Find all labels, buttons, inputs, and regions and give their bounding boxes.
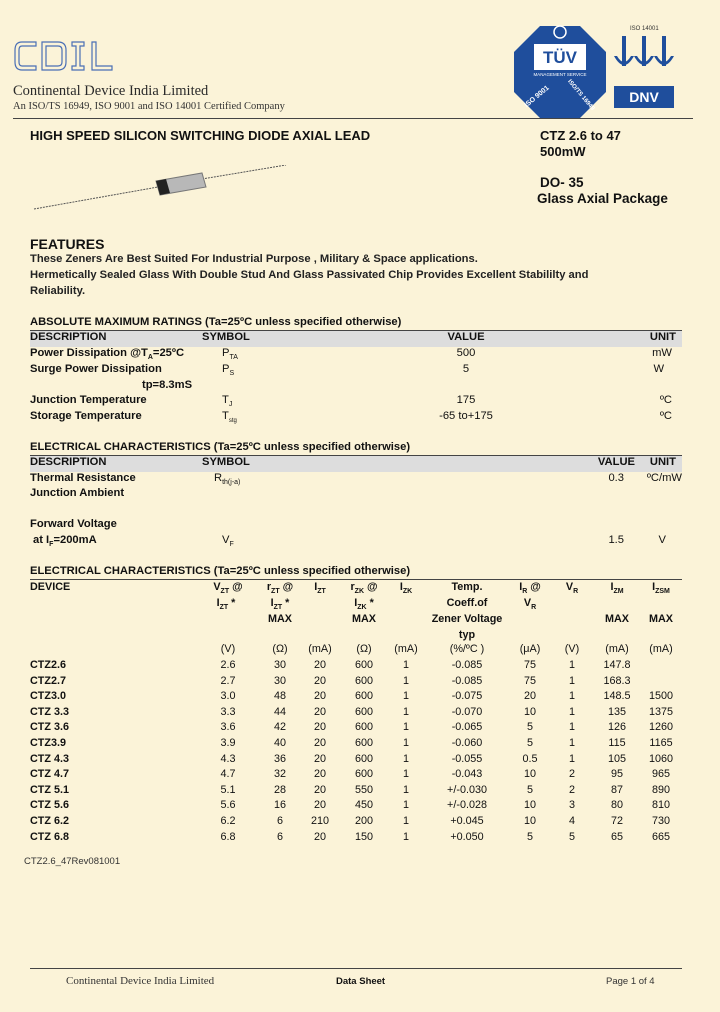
row-value: 5: [462, 363, 470, 375]
table-row: [30, 472, 682, 488]
cdil-logo: [12, 34, 124, 78]
table-cell: 80: [610, 799, 624, 812]
col-izm-max: MAX: [605, 613, 629, 625]
tuv-subtext: MANAGEMENT SERVICE: [533, 72, 587, 77]
table-cell: 1: [402, 674, 410, 687]
table-cell: 1165: [649, 737, 673, 749]
table-cell: +/-0.030: [447, 783, 487, 796]
certification-text: An ISO/TS 16949, ISO 9001 and ISO 14001 Certified Company: [13, 101, 285, 112]
row-unit: ºC/mW: [646, 472, 682, 484]
col-temp: Temp.: [451, 581, 483, 593]
table-cell: 3: [568, 799, 576, 812]
table-cell: 48: [273, 690, 287, 703]
table-cell: 0.5: [522, 752, 538, 765]
col-izsm-max: MAX: [649, 613, 673, 625]
row-unit: W: [653, 363, 664, 375]
table-cell: 665: [651, 830, 671, 843]
table-cell: 30: [273, 674, 287, 687]
table-cell: 20: [313, 752, 327, 765]
col-description: DESCRIPTION: [30, 456, 107, 468]
table-cell: 1: [568, 721, 576, 734]
table-cell: 10: [523, 768, 537, 781]
table-cell: 5: [526, 830, 534, 843]
table-cell: 5: [526, 737, 534, 749]
header-divider: [13, 118, 693, 119]
tuv-text: TÜV: [543, 48, 577, 67]
device-name: CTZ3.0: [30, 690, 66, 703]
device-name: CTZ 6.2: [30, 815, 69, 827]
table-cell: 965: [651, 768, 671, 781]
col-izt: $I_{ZT}$: [314, 581, 326, 596]
table-cell: 20: [313, 674, 327, 687]
table-row: [30, 379, 682, 395]
table-cell: 2.6: [220, 659, 236, 671]
package-type: DO- 35: [540, 175, 584, 190]
table-row: [30, 815, 682, 830]
table-cell: 1375: [648, 705, 674, 718]
table-cell: 1: [402, 830, 410, 843]
table-cell: 1: [568, 737, 576, 749]
table-cell: 44: [273, 705, 287, 718]
table-cell: +0.045: [450, 815, 484, 827]
col-vr: $V_R$: [565, 581, 579, 596]
table-row: [30, 706, 682, 721]
iso14001-text: ISO 14001: [630, 26, 659, 32]
table-cell: 30: [273, 659, 287, 671]
col-rzk: $r_{ZK}$ @: [350, 581, 378, 596]
table-cell: 5: [526, 783, 534, 796]
table-cell: 36: [273, 752, 287, 765]
table-cell: 1500: [648, 690, 674, 703]
col-ir: $I_R$ @: [519, 581, 541, 596]
table-cell: 126: [607, 721, 627, 734]
table-cell: 6.2: [220, 815, 236, 827]
table-cell: 600: [354, 690, 374, 703]
row-unit: V: [658, 534, 666, 546]
table-cell: 20: [313, 705, 327, 718]
elec-char-2-heading: ELECTRICAL CHARACTERISTICS (Ta=25ºC unless specified otherwise): [30, 565, 411, 577]
row-unit: ºC: [659, 410, 672, 422]
table-cell: 75: [523, 659, 537, 671]
col-rzt: $r_{ZT}$ @: [266, 581, 294, 596]
table-cell: -0.065: [451, 721, 483, 734]
table-cell: 1: [402, 737, 410, 749]
table-cell: 450: [354, 799, 374, 812]
table-cell: 105: [607, 752, 627, 765]
table-cell: 730: [651, 815, 671, 827]
table-cell: 150: [354, 830, 374, 843]
table-row: [30, 784, 682, 799]
table-row: [30, 659, 682, 674]
row-description: Forward Voltage: [30, 518, 117, 530]
table-cell: 148.5: [603, 690, 631, 703]
device-name: CTZ 3.6: [30, 721, 69, 734]
table-cell: 1: [568, 674, 576, 687]
table-cell: 1: [402, 768, 410, 781]
row-description: Junction Temperature: [30, 394, 147, 406]
table-cell: 168.3: [603, 674, 631, 687]
table-row: [30, 753, 682, 768]
table-cell: 20: [313, 830, 327, 843]
tuv-certification-logo: [512, 24, 608, 120]
table-cell: -0.043: [451, 768, 483, 781]
col-ir-vr: $V_R$: [523, 597, 537, 612]
table-cell: 1: [568, 690, 576, 703]
table-cell: 600: [354, 721, 374, 734]
elec-char-header-row: [30, 456, 682, 472]
table-cell: 10: [523, 815, 537, 827]
col-vzt: $V_{ZT}$ @: [213, 581, 243, 596]
row-unit: mW: [652, 347, 672, 359]
revision-code: CTZ2.6_47Rev081001: [24, 856, 121, 867]
table-cell: 3.9: [220, 737, 236, 749]
dnv-text: DNV: [629, 89, 659, 105]
col-value: VALUE: [447, 331, 485, 343]
col-unit: UNIT: [649, 456, 676, 468]
table-row: [30, 518, 682, 534]
abs-max-heading: ABSOLUTE MAXIMUM RATINGS (Ta=25ºC unless specified otherwise): [30, 316, 402, 328]
table-cell: 4.3: [220, 752, 236, 765]
isots-text: ISO/TS 16949: [566, 78, 596, 112]
table-cell: 65: [610, 830, 624, 843]
row-value: 500: [456, 347, 476, 359]
row-symbol: $T_J$: [222, 394, 233, 409]
device-name: CTZ 3.3: [30, 705, 69, 718]
table-cell: -0.060: [451, 737, 483, 749]
table-cell: 87: [610, 783, 624, 796]
col-izk: $I_{ZK}$: [399, 581, 413, 596]
table-cell: -0.085: [451, 674, 483, 687]
col-izsm: $I_{ZSM}$: [652, 581, 670, 596]
table-cell: 42: [273, 721, 287, 734]
table-cell: -0.085: [451, 659, 483, 671]
table-cell: 600: [354, 705, 374, 718]
feature-line: Hermetically Sealed Glass With Double Stud And Glass Passivated Chip Provides Excellent Stabililty and: [30, 269, 589, 281]
table-cell: +/-0.028: [447, 799, 487, 812]
unit-label: (mA): [394, 643, 418, 655]
table-cell: 10: [523, 799, 537, 812]
table-cell: 40: [273, 737, 287, 749]
table-row: [30, 721, 682, 736]
footer-sheet-label: Data Sheet: [336, 976, 386, 987]
table-cell: 1: [402, 783, 410, 796]
device-name: CTZ 4.7: [30, 768, 69, 781]
table-row: [30, 690, 682, 705]
table-cell: 16: [273, 799, 287, 812]
table-cell: 135: [607, 705, 627, 718]
table-cell: 20: [523, 690, 537, 703]
table-cell: 1: [402, 705, 410, 718]
feature-line: Reliability.: [30, 285, 86, 297]
table-cell: 5: [568, 830, 576, 843]
device-name: CTZ 4.3: [30, 752, 69, 765]
part-range: CTZ 2.6 to 47: [540, 128, 621, 143]
col-rzt-izt: $I_{ZT}$ *: [270, 597, 290, 612]
col-rzk-max: MAX: [352, 613, 376, 625]
table-row: [30, 799, 682, 814]
device-name: CTZ 5.1: [30, 783, 69, 796]
footer-divider: [30, 968, 682, 969]
table-cell: 200: [354, 815, 374, 827]
col-unit: UNIT: [649, 331, 676, 343]
table-cell: +0.050: [450, 830, 484, 843]
table-cell: 20: [313, 768, 327, 781]
col-rzt-max: MAX: [268, 613, 292, 625]
table-cell: 600: [354, 737, 374, 749]
row-unit: ºC: [659, 394, 672, 406]
table-cell: 3.3: [220, 705, 236, 718]
table-cell: 75: [523, 674, 537, 687]
row-symbol: $R_{th(j-a)}$: [214, 472, 241, 487]
unit-label: (V): [220, 643, 236, 655]
table-cell: 72: [610, 815, 624, 827]
table-cell: 810: [651, 799, 671, 812]
table-row: [30, 347, 682, 363]
table-cell: 20: [313, 690, 327, 703]
col-temp-coeff: Coeff.of: [446, 597, 488, 609]
table-row: [30, 394, 682, 410]
row-description: Power Dissipation $@T_A=25ºC$: [30, 347, 185, 362]
table-cell: 2: [568, 783, 576, 796]
table-row: [30, 363, 682, 379]
device-name: CTZ2.7: [30, 674, 66, 687]
unit-label: (μA): [519, 643, 541, 655]
col-izm: $I_{ZM}$: [610, 581, 624, 596]
table-row: [30, 831, 682, 846]
unit-label: (mA): [649, 643, 673, 655]
table-cell: 5: [526, 721, 534, 734]
device-name: CTZ 6.8: [30, 830, 69, 843]
units-row: [30, 643, 682, 659]
device-name: CTZ 5.6: [30, 799, 69, 812]
table-row: [30, 768, 682, 783]
part-number-range: [540, 128, 621, 160]
table-cell: 600: [354, 674, 374, 687]
table-cell: 28: [273, 783, 287, 796]
row-description: Storage Temperature: [30, 410, 142, 422]
table-cell: 2: [568, 768, 576, 781]
row-value: -65 to+175: [439, 410, 493, 422]
table-row: [30, 737, 682, 752]
row-value: 1.5: [608, 534, 624, 546]
table-cell: 600: [354, 768, 374, 781]
table-cell: -0.075: [451, 690, 483, 703]
col-temp-typ: typ: [458, 629, 476, 641]
table-cell: 20: [313, 659, 327, 671]
part-power: 500mW: [540, 144, 586, 159]
table-cell: 600: [354, 659, 374, 671]
col-vzt-izt: $I_{ZT}$ *: [216, 597, 236, 612]
table-cell: 32: [273, 768, 287, 781]
table-cell: 115: [608, 737, 626, 749]
row-description-2: at $I_F=200mA$: [33, 534, 97, 549]
table-row: [30, 675, 682, 690]
unit-label: (Ω): [272, 643, 288, 655]
table-cell: 210: [310, 815, 330, 827]
table-row: [30, 534, 682, 550]
table-cell: 6: [276, 815, 284, 827]
table-cell: 2.7: [220, 674, 236, 687]
table-cell: 6: [276, 830, 284, 843]
table-cell: 3.0: [220, 690, 236, 703]
table-cell: 6.8: [220, 830, 236, 843]
unit-label: (V): [564, 643, 580, 655]
table-cell: 1: [402, 690, 410, 703]
table-cell: 1: [568, 752, 576, 765]
table-cell: 20: [313, 799, 327, 812]
table-cell: 550: [354, 783, 374, 796]
row-description-2: Junction Ambient: [30, 487, 125, 499]
table-cell: 1: [402, 721, 410, 734]
document-title: HIGH SPEED SILICON SWITCHING DIODE AXIAL LEAD: [30, 128, 371, 143]
table-cell: 5.6: [220, 799, 236, 812]
table-cell: 1: [402, 752, 410, 765]
col-rzk-izk: $I_{ZK}$ *: [354, 597, 374, 612]
row-description: Thermal Resistance: [30, 472, 136, 484]
table-cell: 1060: [648, 752, 674, 765]
unit-label: (%/ºC ): [449, 643, 485, 655]
table-cell: 147.8: [603, 659, 631, 671]
table-cell: 20: [313, 783, 327, 796]
company-name: Continental Device India Limited: [13, 83, 209, 99]
row-symbol: $V_F$: [222, 534, 234, 549]
table-cell: 5.1: [220, 783, 236, 796]
table-cell: 95: [610, 768, 624, 781]
unit-label: (mA): [308, 643, 332, 655]
features-heading: FEATURES: [30, 236, 105, 252]
table-row: [30, 487, 682, 503]
footer-company: Continental Device India Limited: [66, 975, 215, 987]
device-name: CTZ2.6: [30, 659, 66, 671]
table-cell: 1: [402, 815, 410, 827]
table-cell: 1: [568, 659, 576, 671]
package-description: Glass Axial Package: [537, 191, 668, 206]
col-device: DEVICE: [30, 581, 71, 593]
col-symbol: SYMBOL: [202, 331, 250, 343]
table-cell: 1260: [648, 721, 674, 734]
elec-char-heading: ELECTRICAL CHARACTERISTICS (Ta=25ºC unless specified otherwise): [30, 441, 411, 453]
feature-line: These Zeners Are Best Suited For Industrial Purpose , Military & Space applications.: [30, 253, 478, 265]
col-value: VALUE: [597, 456, 635, 468]
row-description: tp=8.3mS: [142, 379, 193, 391]
row-description: Surge Power Dissipation: [30, 363, 162, 375]
row-value: 175: [456, 394, 476, 406]
table-cell: 10: [523, 705, 537, 718]
row-symbol: $P_{TA}$: [222, 347, 238, 362]
table-cell: 4: [568, 815, 576, 827]
unit-label: (Ω): [356, 643, 372, 655]
row-value: 0.3: [608, 472, 624, 484]
table-cell: 890: [651, 783, 671, 796]
table-cell: 1: [402, 799, 410, 812]
col-temp-zener: Zener Voltage: [431, 613, 503, 625]
row-symbol: $P_S$: [222, 363, 235, 378]
table-cell: 3.6: [220, 721, 236, 734]
col-symbol: SYMBOL: [202, 456, 250, 468]
col-description: DESCRIPTION: [30, 331, 107, 343]
table-cell: -0.070: [451, 705, 483, 718]
table-cell: 1: [402, 659, 410, 671]
diode-illustration: [30, 165, 290, 215]
table-cell: 20: [313, 721, 327, 734]
device-name: CTZ3.9: [30, 737, 66, 749]
row-symbol: $T_{stg}$: [222, 410, 237, 425]
table-cell: 4.7: [220, 768, 236, 781]
table-cell: 20: [313, 737, 327, 749]
table-cell: 1: [568, 705, 576, 718]
unit-label: (mA): [605, 643, 629, 655]
table-row: [30, 410, 682, 426]
footer-page-number: Page 1 of 4: [606, 976, 655, 987]
table-cell: -0.055: [451, 752, 483, 765]
iso9001-text: ISO 9001: [523, 84, 551, 110]
abs-max-header-row: [30, 331, 682, 347]
table-cell: 600: [354, 752, 374, 765]
dnv-certification-logo: [612, 24, 676, 110]
